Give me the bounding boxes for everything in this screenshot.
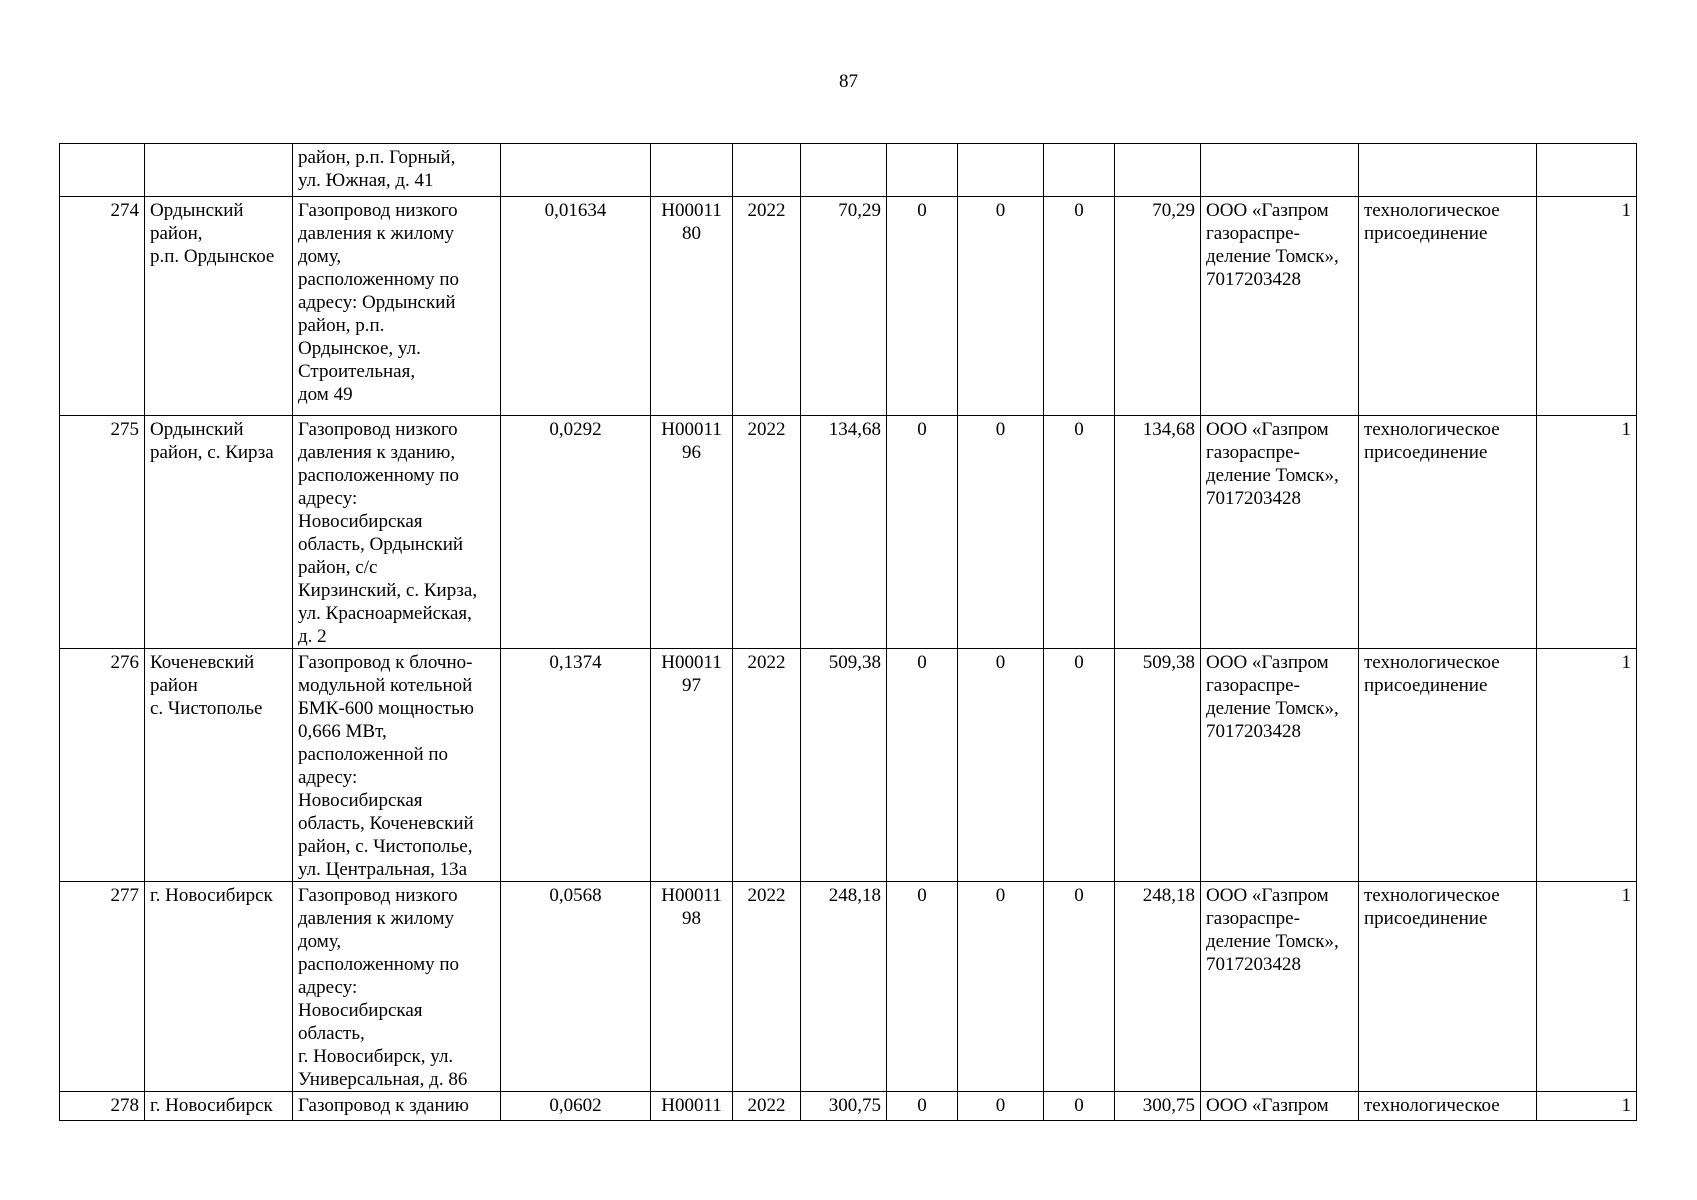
value-3-cell xyxy=(1044,144,1115,197)
value-3-cell: 0 xyxy=(1044,416,1115,649)
value-1-cell: 0 xyxy=(887,649,958,882)
connection-type-cell: технологическое xyxy=(1359,1092,1537,1121)
value-3-cell: 0 xyxy=(1044,1092,1115,1121)
district-cell: г. Новосибирск xyxy=(145,882,293,1092)
total-cell: 509,38 xyxy=(1115,649,1201,882)
cost-cell: 70,29 xyxy=(801,197,887,416)
total-cell xyxy=(1115,144,1201,197)
length-cell: 0,0568 xyxy=(501,882,651,1092)
total-cell: 300,75 xyxy=(1115,1092,1201,1121)
district-cell xyxy=(145,144,293,197)
year-cell: 2022 xyxy=(733,1092,801,1121)
total-cell: 248,18 xyxy=(1115,882,1201,1092)
organization-cell xyxy=(1201,144,1359,197)
value-2-cell: 0 xyxy=(958,197,1044,416)
length-cell: 0,0602 xyxy=(501,1092,651,1121)
table-row xyxy=(60,197,1637,416)
row-number-cell: 278 xyxy=(60,1092,145,1121)
row-number-cell: 275 xyxy=(60,416,145,649)
district-cell: г. Новосибирск xyxy=(145,1092,293,1121)
value-2-cell: 0 xyxy=(958,649,1044,882)
length-cell: 0,1374 xyxy=(501,649,651,882)
table-row xyxy=(60,144,1637,197)
description-cell: Газопровод низкого давления к зданию, расположенному по адресу: Новосибирская область, Ордынский район, с/с Кирзинский, с. Кирза, ул. Красноармейская, д. 2 xyxy=(293,416,501,649)
organization-cell: ООО «Газпром газораспре- деление Томск», 7017203428 xyxy=(1201,649,1359,882)
code-cell: Н00011 96 xyxy=(651,416,733,649)
code-cell: Н00011 80 xyxy=(651,197,733,416)
total-cell: 134,68 xyxy=(1115,416,1201,649)
description-cell: Газопровод к блочно- модульной котельной БМК-600 мощностью 0,666 МВт, расположенной по адресу: Новосибирская область, Коченевский район, с. Чистополье, ул. Центральная, 13а xyxy=(293,649,501,882)
organization-cell: ООО «Газпром газораспре- деление Томск», 7017203428 xyxy=(1201,882,1359,1092)
count-cell: 1 xyxy=(1537,1092,1637,1121)
value-1-cell: 0 xyxy=(887,416,958,649)
table-row xyxy=(60,1092,1637,1121)
page-number: 87 xyxy=(839,71,858,92)
description-cell: Газопровод к зданию xyxy=(293,1092,501,1121)
value-2-cell: 0 xyxy=(958,882,1044,1092)
connection-type-cell: технологическое присоединение xyxy=(1359,649,1537,882)
length-cell: 0,01634 xyxy=(501,197,651,416)
description-cell: район, р.п. Горный, ул. Южная, д. 41 xyxy=(293,144,501,197)
row-number-cell: 277 xyxy=(60,882,145,1092)
year-cell: 2022 xyxy=(733,197,801,416)
total-cell: 70,29 xyxy=(1115,197,1201,416)
year-cell xyxy=(733,144,801,197)
organization-cell: ООО «Газпром xyxy=(1201,1092,1359,1121)
value-3-cell: 0 xyxy=(1044,649,1115,882)
connection-type-cell: технологическое присоединение xyxy=(1359,416,1537,649)
count-cell: 1 xyxy=(1537,416,1637,649)
code-cell: Н00011 97 xyxy=(651,649,733,882)
connection-type-cell: технологическое присоединение xyxy=(1359,882,1537,1092)
code-cell xyxy=(651,144,733,197)
cost-cell: 509,38 xyxy=(801,649,887,882)
value-3-cell: 0 xyxy=(1044,197,1115,416)
district-cell: Коченевский район с. Чистополье xyxy=(145,649,293,882)
description-cell: Газопровод низкого давления к жилому дому, расположенному по адресу: Ордынский район, р.п. Ордынское, ул. Строительная, дом 49 xyxy=(293,197,501,416)
table-row xyxy=(60,416,1637,649)
count-cell: 1 xyxy=(1537,197,1637,416)
year-cell: 2022 xyxy=(733,416,801,649)
length-cell xyxy=(501,144,651,197)
connection-type-cell xyxy=(1359,144,1537,197)
value-1-cell: 0 xyxy=(887,882,958,1092)
cost-cell: 134,68 xyxy=(801,416,887,649)
row-number-cell: 276 xyxy=(60,649,145,882)
connection-type-cell: технологическое присоединение xyxy=(1359,197,1537,416)
organization-cell: ООО «Газпром газораспре- деление Томск», 7017203428 xyxy=(1201,197,1359,416)
row-number-cell: 274 xyxy=(60,197,145,416)
organization-cell: ООО «Газпром газораспре- деление Томск», 7017203428 xyxy=(1201,416,1359,649)
value-2-cell: 0 xyxy=(958,1092,1044,1121)
count-cell xyxy=(1537,144,1637,197)
table-row xyxy=(60,882,1637,1092)
value-2-cell xyxy=(958,144,1044,197)
cost-cell xyxy=(801,144,887,197)
code-cell: Н00011 xyxy=(651,1092,733,1121)
code-cell: Н00011 98 xyxy=(651,882,733,1092)
row-number-cell xyxy=(60,144,145,197)
count-cell: 1 xyxy=(1537,882,1637,1092)
year-cell: 2022 xyxy=(733,649,801,882)
table-row xyxy=(60,649,1637,882)
description-cell: Газопровод низкого давления к жилому дому, расположенному по адресу: Новосибирская область, г. Новосибирск, ул. Универсальная, д. 86 xyxy=(293,882,501,1092)
count-cell: 1 xyxy=(1537,649,1637,882)
cost-cell: 248,18 xyxy=(801,882,887,1092)
year-cell: 2022 xyxy=(733,882,801,1092)
value-1-cell: 0 xyxy=(887,197,958,416)
value-3-cell: 0 xyxy=(1044,882,1115,1092)
cost-cell: 300,75 xyxy=(801,1092,887,1121)
data-table xyxy=(59,143,1637,1121)
district-cell: Ордынский район, р.п. Ордынское xyxy=(145,197,293,416)
value-2-cell: 0 xyxy=(958,416,1044,649)
district-cell: Ордынский район, с. Кирза xyxy=(145,416,293,649)
value-1-cell xyxy=(887,144,958,197)
value-1-cell: 0 xyxy=(887,1092,958,1121)
length-cell: 0,0292 xyxy=(501,416,651,649)
